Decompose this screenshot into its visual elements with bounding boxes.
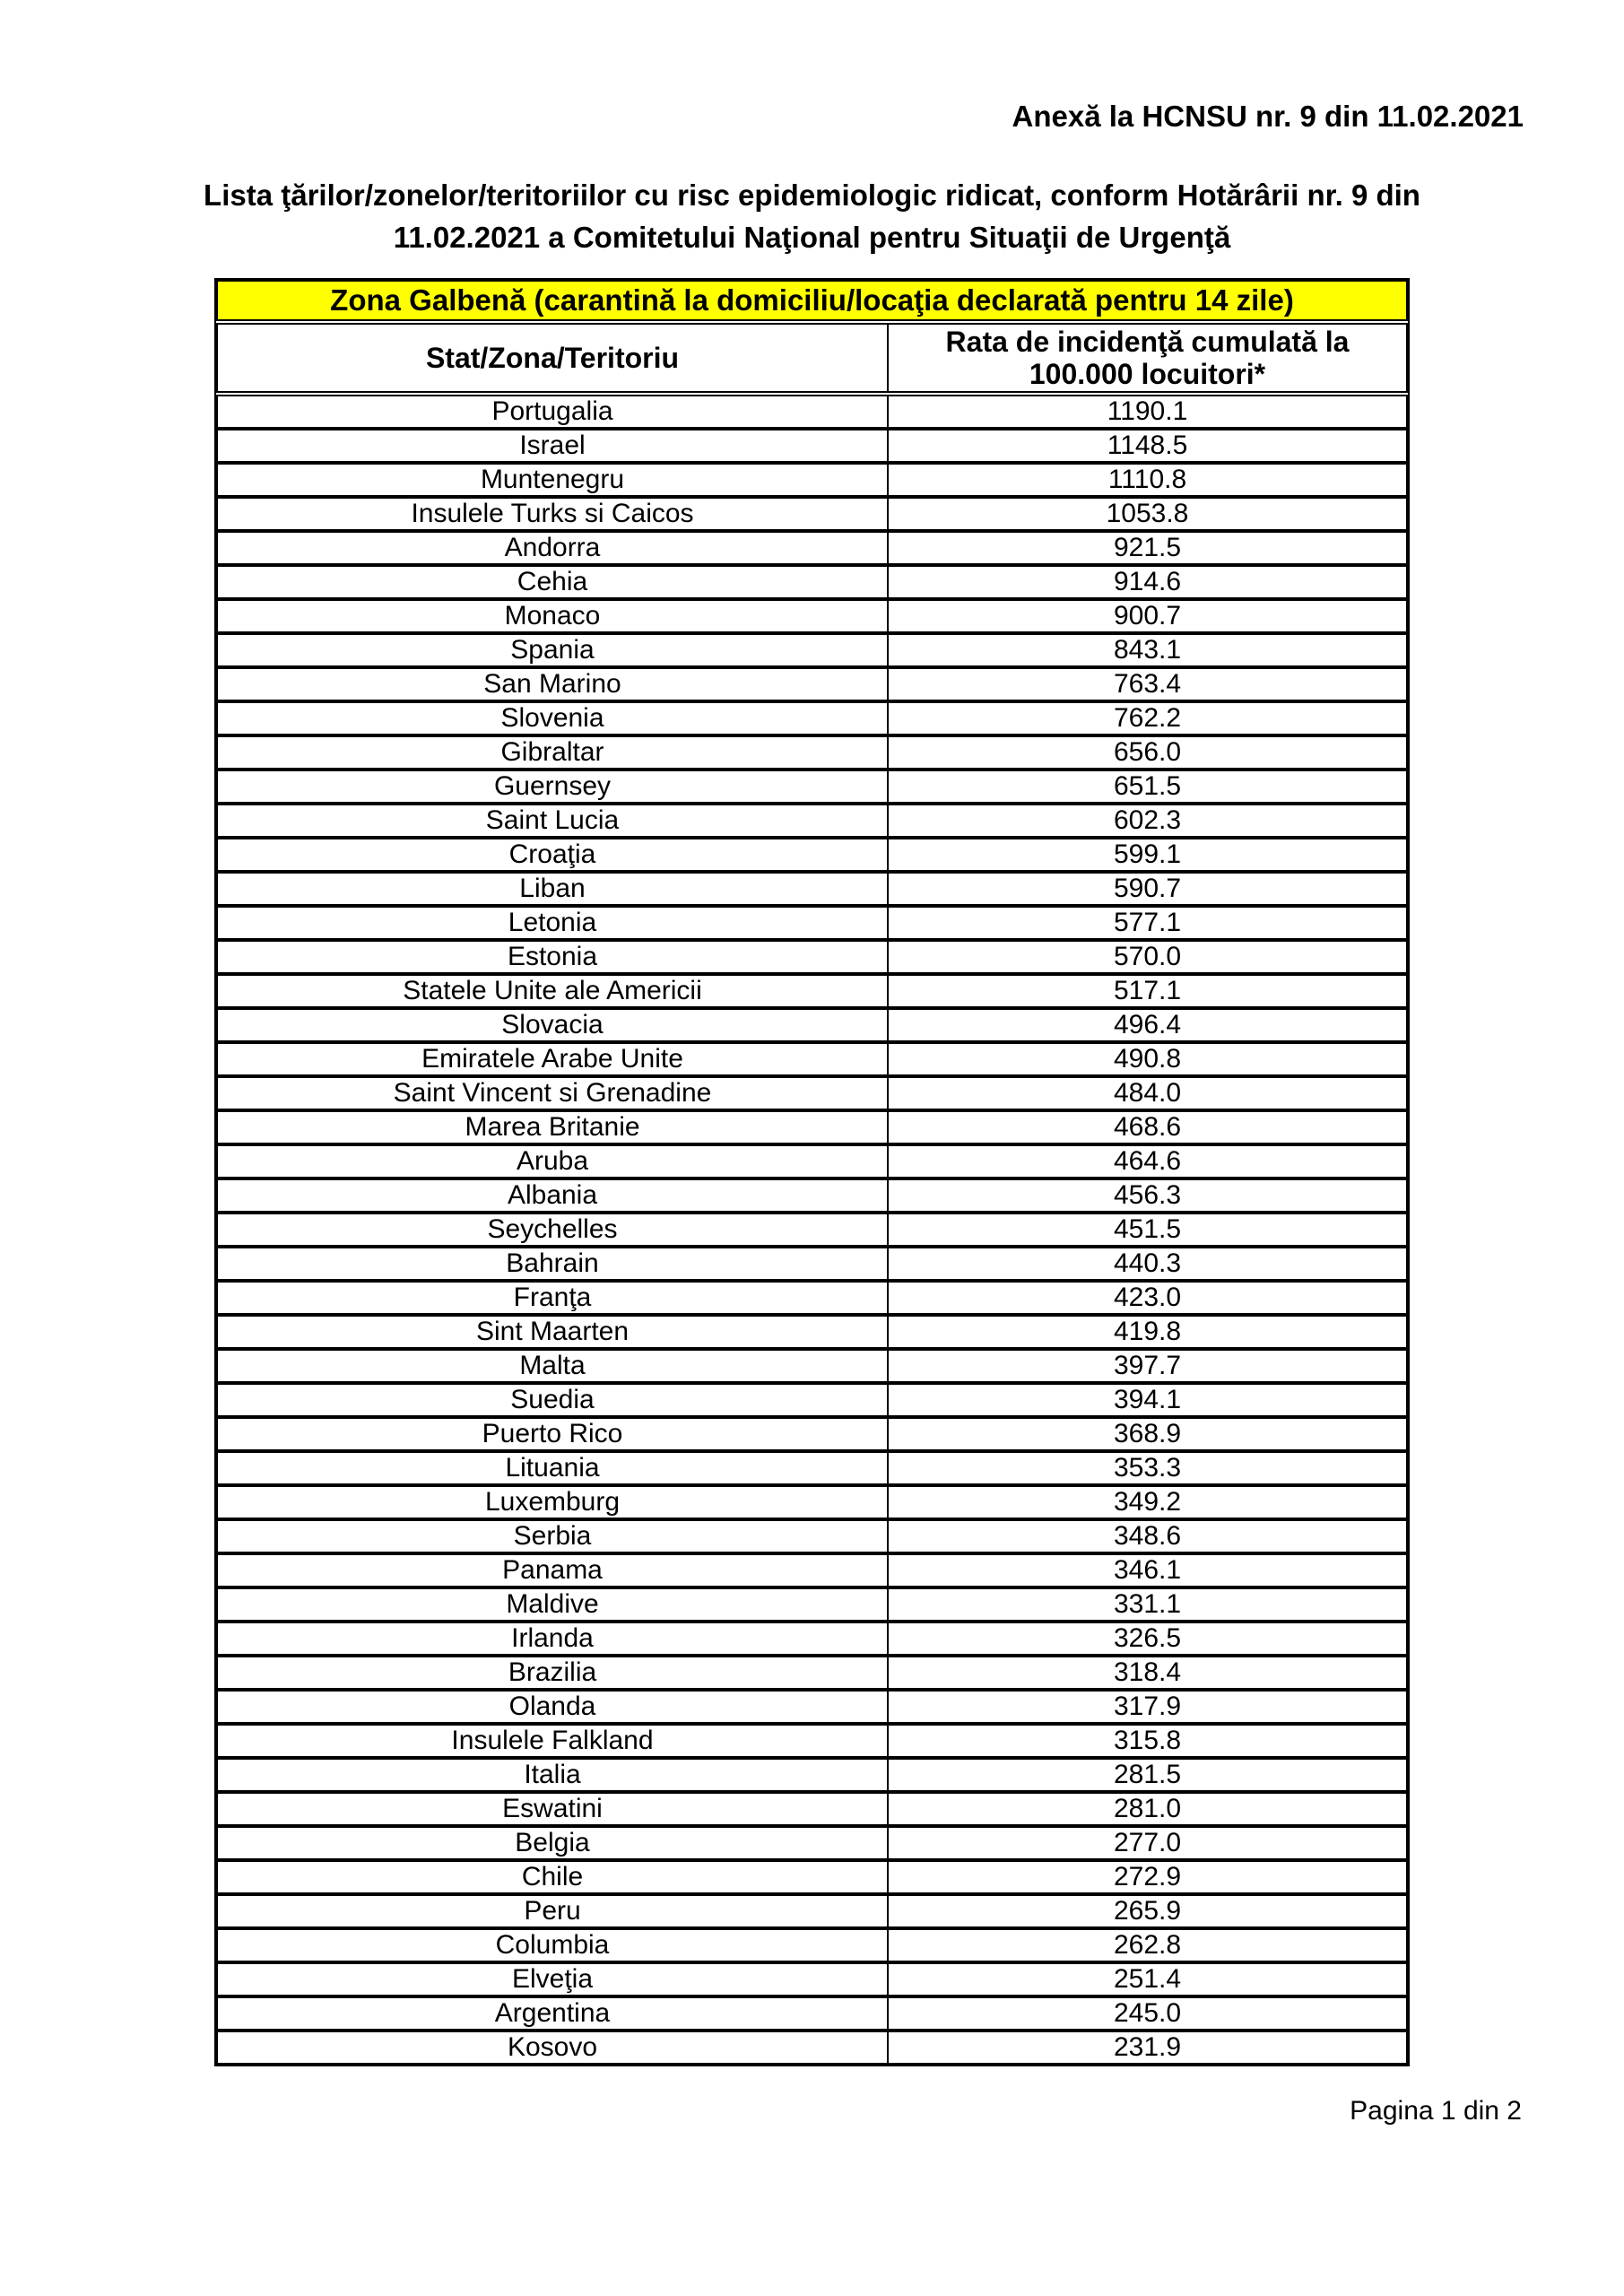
- table-row: [216, 838, 1408, 872]
- incidence-value-cell: 763.4: [1113, 669, 1182, 699]
- country-name-cell: Portugalia: [218, 396, 889, 427]
- table-row: [216, 599, 1408, 633]
- country-name-cell: Slovenia: [218, 703, 889, 734]
- country-name-cell: Seychelles: [218, 1214, 889, 1245]
- country-name-cell: Kosovo: [218, 2032, 889, 2063]
- table-row: [216, 1724, 1408, 1758]
- incidence-value-cell: 570.0: [1113, 942, 1182, 971]
- incidence-value-cell: 900.7: [1113, 601, 1182, 631]
- table-row: [216, 1110, 1408, 1144]
- country-name-cell: Argentina: [218, 1998, 889, 2029]
- table-row: [216, 1042, 1408, 1076]
- table-row: [216, 701, 1408, 735]
- table-row: [216, 770, 1408, 804]
- country-name-cell: Lituania: [218, 1453, 889, 1483]
- incidence-value-cell: 281.0: [1113, 1794, 1182, 1823]
- country-name-cell: Irlanda: [218, 1623, 889, 1654]
- table-row: [216, 1996, 1408, 2031]
- table-row: [216, 1792, 1408, 1826]
- page-title-line-1: Lista ţărilor/zonelor/teritoriilor cu risc epidemiologic ridicat, conform Hotărârii nr. 9 din: [204, 178, 1420, 212]
- country-name-cell: Maldive: [218, 1589, 889, 1620]
- table-row: [216, 1213, 1408, 1247]
- annex-label: Anexă la HCNSU nr. 9 din 11.02.2021: [1012, 100, 1524, 133]
- country-name-cell: Gibraltar: [218, 737, 889, 768]
- table-row: [216, 1281, 1408, 1315]
- incidence-value-cell: 456.3: [1113, 1180, 1182, 1210]
- page-title-line-2: 11.02.2021 a Comitetului Naţional pentru Situaţii de Urgenţă: [393, 221, 1231, 254]
- table-row: [216, 565, 1408, 599]
- country-name-cell: Olanda: [218, 1692, 889, 1722]
- table-row: [216, 1826, 1408, 1860]
- country-name-cell: Israel: [218, 430, 889, 461]
- table-row: [216, 395, 1408, 429]
- country-name-cell: Monaco: [218, 601, 889, 631]
- country-name-cell: Marea Britanie: [218, 1112, 889, 1143]
- incidence-value-cell: 464.6: [1113, 1146, 1182, 1176]
- table-row: [216, 1076, 1408, 1110]
- incidence-value-cell: 346.1: [1113, 1555, 1182, 1585]
- incidence-value-cell: 496.4: [1113, 1010, 1182, 1039]
- incidence-value-cell: 451.5: [1113, 1214, 1182, 1244]
- incidence-value-cell: 1190.1: [1107, 396, 1188, 426]
- country-name-cell: Elveţia: [218, 1964, 889, 1995]
- incidence-value-cell: 490.8: [1113, 1044, 1182, 1074]
- country-name-cell: Saint Lucia: [218, 805, 889, 836]
- incidence-value-cell: 468.6: [1113, 1112, 1182, 1142]
- incidence-value-cell: 440.3: [1113, 1248, 1182, 1278]
- incidence-value-cell: 317.9: [1113, 1692, 1182, 1721]
- incidence-value-cell: 231.9: [1113, 2032, 1182, 2062]
- country-name-cell: Belgia: [218, 1828, 889, 1858]
- incidence-value-cell: 251.4: [1113, 1964, 1182, 1994]
- incidence-value-cell: 577.1: [1113, 908, 1182, 937]
- country-name-cell: San Marino: [218, 669, 889, 700]
- table-row: [216, 906, 1408, 940]
- country-name-cell: Muntenegru: [218, 465, 889, 495]
- table-row: [216, 463, 1408, 497]
- incidence-value-cell: 353.3: [1113, 1453, 1182, 1483]
- country-name-cell: Columbia: [218, 1930, 889, 1961]
- table-row: [216, 1485, 1408, 1519]
- incidence-value-cell: 348.6: [1113, 1521, 1182, 1551]
- country-name-cell: Suedia: [218, 1385, 889, 1415]
- page-title: [95, 174, 1530, 258]
- incidence-value-cell: 1148.5: [1107, 430, 1188, 460]
- country-name-cell: Cehia: [218, 567, 889, 597]
- page-number: Pagina 1 din 2: [1350, 2096, 1522, 2126]
- country-name-cell: Sint Maarten: [218, 1317, 889, 1347]
- table-row: [216, 1860, 1408, 1894]
- table-row: [216, 1690, 1408, 1724]
- table-row: [216, 429, 1408, 463]
- country-name-cell: Malta: [218, 1351, 889, 1381]
- incidence-value-cell: 921.5: [1113, 533, 1182, 562]
- country-name-cell: Peru: [218, 1896, 889, 1926]
- country-name-cell: Statele Unite ale Americii: [218, 976, 889, 1006]
- table-row: [216, 1928, 1408, 1962]
- country-name-cell: Luxemburg: [218, 1487, 889, 1518]
- incidence-value-cell: 394.1: [1113, 1385, 1182, 1414]
- table-header-row: [216, 323, 1408, 393]
- country-table-body: [216, 395, 1408, 2065]
- incidence-value-cell: 1053.8: [1106, 499, 1189, 528]
- table-row: [216, 735, 1408, 770]
- country-name-cell: Saint Vincent si Grenadine: [218, 1078, 889, 1109]
- table-row: [216, 1144, 1408, 1178]
- zone-header-yellow: Zona Galbenă (carantină la domiciliu/locaţia declarată pentru 14 zile): [216, 280, 1408, 321]
- incidence-value-cell: 326.5: [1113, 1623, 1182, 1653]
- incidence-value-cell: 272.9: [1113, 1862, 1182, 1892]
- table-row: [216, 1008, 1408, 1042]
- country-name-cell: Estonia: [218, 942, 889, 972]
- table-row: [216, 1178, 1408, 1213]
- country-name-cell: Eswatini: [218, 1794, 889, 1824]
- incidence-value-cell: 914.6: [1113, 567, 1182, 596]
- incidence-value-cell: 368.9: [1113, 1419, 1182, 1448]
- country-name-cell: Serbia: [218, 1521, 889, 1552]
- incidence-value-cell: 484.0: [1113, 1078, 1182, 1108]
- incidence-value-cell: 262.8: [1113, 1930, 1182, 1960]
- country-name-cell: Insulele Turks si Caicos: [218, 499, 889, 529]
- table-row: [216, 974, 1408, 1008]
- country-name-cell: Andorra: [218, 533, 889, 563]
- incidence-value-cell: 397.7: [1113, 1351, 1182, 1380]
- table-row: [216, 1519, 1408, 1553]
- incidence-value-cell: 762.2: [1113, 703, 1182, 733]
- table-row: [216, 1656, 1408, 1690]
- country-name-cell: Letonia: [218, 908, 889, 938]
- table-row: [216, 1349, 1408, 1383]
- country-name-cell: Spania: [218, 635, 889, 665]
- column-header-country: Stat/Zona/Teritoriu: [218, 325, 889, 391]
- country-name-cell: Bahrain: [218, 1248, 889, 1279]
- incidence-value-cell: 265.9: [1113, 1896, 1182, 1926]
- table-row: [216, 1417, 1408, 1451]
- incidence-value-cell: 245.0: [1113, 1998, 1182, 2028]
- incidence-value-cell: 315.8: [1113, 1726, 1182, 1755]
- incidence-value-cell: 599.1: [1113, 839, 1182, 869]
- country-name-cell: Franţa: [218, 1283, 889, 1313]
- incidence-value-cell: 517.1: [1113, 976, 1182, 1005]
- country-name-cell: Insulele Falkland: [218, 1726, 889, 1756]
- table-row: [216, 872, 1408, 906]
- table-row: [216, 1894, 1408, 1928]
- incidence-value-cell: 651.5: [1113, 771, 1182, 801]
- incidence-value-cell: 277.0: [1113, 1828, 1182, 1857]
- incidence-value-cell: 349.2: [1113, 1487, 1182, 1517]
- incidence-value-cell: 1110.8: [1107, 465, 1187, 494]
- incidence-value-cell: 656.0: [1113, 737, 1182, 767]
- country-name-cell: Brazilia: [218, 1657, 889, 1688]
- incidence-value-cell: 331.1: [1113, 1589, 1182, 1619]
- country-name-cell: Chile: [218, 1862, 889, 1892]
- table-row: [216, 633, 1408, 667]
- table-row: [216, 497, 1408, 531]
- country-name-cell: Aruba: [218, 1146, 889, 1177]
- table-row: [216, 1315, 1408, 1349]
- table-row: [216, 1553, 1408, 1587]
- table-row: [216, 1587, 1408, 1622]
- country-name-cell: Croaţia: [218, 839, 889, 870]
- table-row: [216, 1622, 1408, 1656]
- country-name-cell: Albania: [218, 1180, 889, 1211]
- country-name-cell: Slovacia: [218, 1010, 889, 1040]
- table-row: [216, 1383, 1408, 1417]
- table-row: [216, 940, 1408, 974]
- incidence-value-cell: 423.0: [1113, 1283, 1182, 1312]
- incidence-value-cell: 281.5: [1113, 1760, 1182, 1789]
- country-name-cell: Emiratele Arabe Unite: [218, 1044, 889, 1074]
- table-row: [216, 2031, 1408, 2065]
- table-row: [216, 1451, 1408, 1485]
- country-name-cell: Panama: [218, 1555, 889, 1586]
- incidence-value-cell: 318.4: [1113, 1657, 1182, 1687]
- table-row: [216, 804, 1408, 838]
- table-row: [216, 1758, 1408, 1792]
- table-row: [216, 667, 1408, 701]
- incidence-value-cell: 602.3: [1113, 805, 1182, 835]
- country-name-cell: Puerto Rico: [218, 1419, 889, 1449]
- country-name-cell: Guernsey: [218, 771, 889, 802]
- table-row: [216, 1962, 1408, 1996]
- table-row: [216, 1247, 1408, 1281]
- column-header-incidence: Rata de incidenţă cumulată la 100.000 locuitori*: [945, 326, 1350, 390]
- incidence-value-cell: 843.1: [1113, 635, 1182, 665]
- country-name-cell: Liban: [218, 874, 889, 904]
- table-row: [216, 531, 1408, 565]
- country-name-cell: Italia: [218, 1760, 889, 1790]
- incidence-value-cell: 590.7: [1113, 874, 1182, 903]
- risk-table: [214, 278, 1410, 2066]
- incidence-value-cell: 419.8: [1113, 1317, 1182, 1346]
